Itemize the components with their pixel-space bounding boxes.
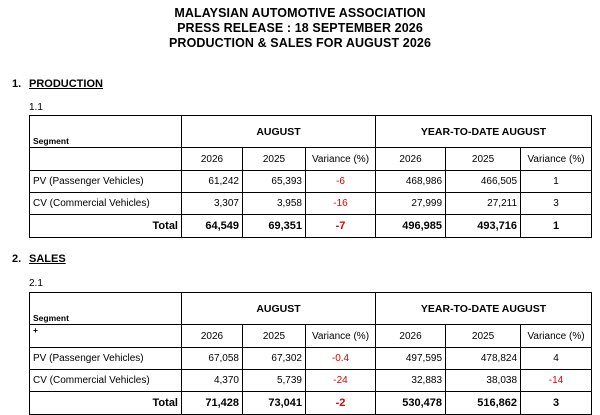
aug-2026-value: 67,058 (182, 348, 243, 370)
ytd-2026-total: 530,478 (376, 392, 446, 415)
segment-header-mark: + (30, 325, 182, 348)
table-row (30, 171, 592, 193)
table-row (30, 348, 592, 370)
sales-section-label: SALES (29, 253, 66, 265)
col-ytd-2026: 2026 (376, 148, 446, 171)
col-ytd-2026: 2026 (376, 325, 446, 348)
aug-2025-total: 73,041 (243, 392, 306, 415)
col-ytd-variance: Variance (%) (521, 148, 592, 171)
ytd-2026-value: 32,883 (376, 370, 446, 392)
aug-2026-total: 71,428 (182, 392, 243, 415)
col-ytd-2025: 2025 (446, 148, 521, 171)
press-release-date: PRESS RELEASE : 18 SEPTEMBER 2026 (177, 21, 423, 35)
col-aug-variance: Variance (%) (306, 148, 376, 171)
aug-variance-value: -6 (306, 171, 376, 193)
association-name: MALAYSIAN AUTOMOTIVE ASSOCIATION (174, 6, 426, 20)
sales-section-title (12, 253, 66, 265)
ytd-2025-value: 478,824 (446, 348, 521, 370)
col-ytd-2025: 2025 (446, 325, 521, 348)
segment-header: Segment (30, 125, 182, 148)
sales-subsection-number: 2.1 (29, 278, 43, 289)
production-section-title (12, 78, 103, 90)
sales-section-number: 2. (12, 253, 22, 265)
ytd-2025-value: 27,211 (446, 193, 521, 215)
aug-2025-value: 65,393 (243, 171, 306, 193)
segment-header-blank (30, 116, 182, 126)
total-label: Total (30, 215, 182, 238)
segment-name: CV (Commercial Vehicles) (30, 370, 182, 392)
aug-variance-value: -0.4 (306, 348, 376, 370)
col-aug-2026: 2026 (182, 148, 243, 171)
aug-variance-value: -24 (306, 370, 376, 392)
segment-header: Segment (30, 302, 182, 325)
ytd-variance-value: 4 (521, 348, 592, 370)
aug-2026-total: 64,549 (182, 215, 243, 238)
press-release-header (0, 6, 600, 51)
ytd-2026-total: 496,985 (376, 215, 446, 238)
ytd-2026-value: 497,595 (376, 348, 446, 370)
table-row (30, 193, 592, 215)
ytd-variance-value: 1 (521, 171, 592, 193)
total-row (30, 215, 592, 238)
aug-variance-total: -2 (306, 392, 376, 415)
august-period-header: AUGUST (182, 293, 376, 325)
production-section-number: 1. (12, 78, 22, 90)
production-section-label: PRODUCTION (29, 78, 103, 90)
table-row (30, 370, 592, 392)
col-aug-2025: 2025 (243, 325, 306, 348)
aug-2026-value: 4,370 (182, 370, 243, 392)
col-ytd-variance: Variance (%) (521, 325, 592, 348)
aug-2025-value: 5,739 (243, 370, 306, 392)
production-table (29, 115, 592, 238)
august-period-header: AUGUST (182, 116, 376, 148)
aug-variance-value: -16 (306, 193, 376, 215)
production-subsection-number: 1.1 (29, 102, 43, 113)
ytd-variance-total: 1 (521, 215, 592, 238)
ytd-2026-value: 468,986 (376, 171, 446, 193)
ytd-2025-value: 466,505 (446, 171, 521, 193)
col-aug-2026: 2026 (182, 325, 243, 348)
segment-name: PV (Passenger Vehicles) (30, 348, 182, 370)
ytd-2025-total: 493,716 (446, 215, 521, 238)
ytd-period-header: YEAR-TO-DATE AUGUST (376, 116, 592, 148)
ytd-2025-total: 516,862 (446, 392, 521, 415)
aug-2026-value: 61,242 (182, 171, 243, 193)
aug-2026-value: 3,307 (182, 193, 243, 215)
ytd-variance-value: 3 (521, 193, 592, 215)
sales-table (29, 292, 592, 415)
report-title: PRODUCTION & SALES FOR AUGUST 2026 (169, 36, 431, 50)
col-aug-variance: Variance (%) (306, 325, 376, 348)
total-label: Total (30, 392, 182, 415)
ytd-period-header: YEAR-TO-DATE AUGUST (376, 293, 592, 325)
segment-header-blank (30, 293, 182, 303)
ytd-2025-value: 38,038 (446, 370, 521, 392)
aug-variance-total: -7 (306, 215, 376, 238)
aug-2025-total: 69,351 (243, 215, 306, 238)
total-row (30, 392, 592, 415)
aug-2025-value: 67,302 (243, 348, 306, 370)
segment-header-spacer (30, 148, 182, 171)
col-aug-2025: 2025 (243, 148, 306, 171)
ytd-variance-value: -14 (521, 370, 592, 392)
segment-name: PV (Passenger Vehicles) (30, 171, 182, 193)
ytd-2026-value: 27,999 (376, 193, 446, 215)
aug-2025-value: 3,958 (243, 193, 306, 215)
segment-name: CV (Commercial Vehicles) (30, 193, 182, 215)
ytd-variance-total: 3 (521, 392, 592, 415)
